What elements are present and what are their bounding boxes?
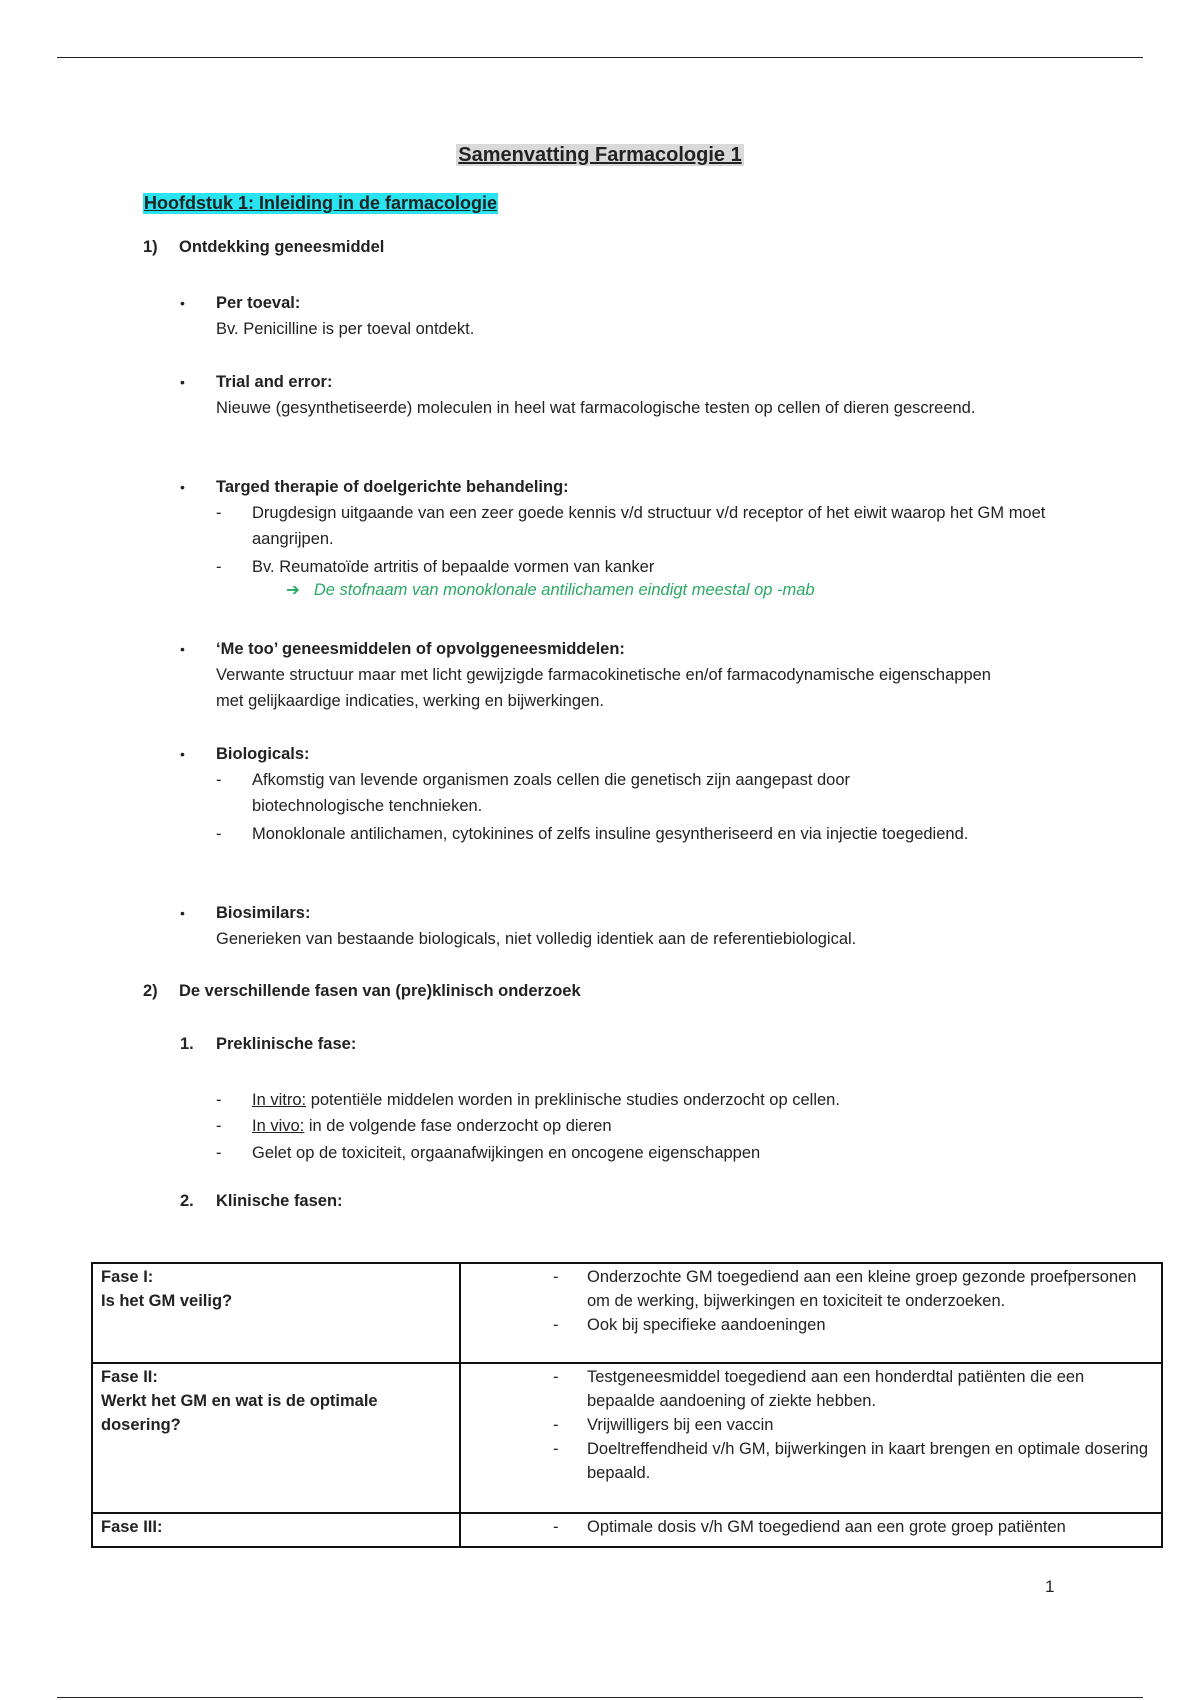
section-number: 2) — [143, 982, 158, 1000]
section-heading-2 — [143, 982, 581, 1001]
dash-icon: - — [553, 1518, 559, 1536]
table-row — [92, 1363, 1162, 1513]
list-item-text: Afkomstig van levende organismen zoals cellen die genetisch zijn aangepast door biotechnologische tenchnieken. — [252, 771, 851, 815]
list-item-text: in de volgende fase onderzocht op dieren — [304, 1117, 612, 1135]
phase-question: Is het GM veilig? — [101, 1292, 233, 1310]
subsection-number: 1. — [180, 1035, 194, 1053]
dash-icon: - — [216, 825, 222, 843]
list-item — [469, 1515, 1153, 1539]
phase-description-cell — [460, 1363, 1162, 1513]
section-number: 1) — [143, 238, 158, 256]
bullet-heading: ‘Me too’ geneesmiddelen of opvolggeneesmiddelen: — [216, 640, 625, 658]
dash-icon: - — [553, 1416, 559, 1434]
header-rule — [57, 57, 1143, 58]
section-title: Ontdekking geneesmiddel — [179, 238, 385, 256]
list-item-text: Ook bij specifieke aandoeningen — [587, 1316, 826, 1334]
list-item — [469, 1313, 1153, 1337]
bullet-icon: • — [180, 295, 185, 311]
dash-icon: - — [216, 1117, 222, 1135]
list-item-text: Bv. Reumatoïde artritis of bepaalde vormen van kanker — [252, 558, 655, 576]
term-label: In vivo: — [252, 1117, 305, 1135]
term-label: In vitro: — [252, 1091, 307, 1109]
bullet-icon: • — [180, 479, 185, 495]
bullet-icon: • — [180, 905, 185, 921]
section-title: De verschillende fasen van (pre)klinisch onderzoek — [179, 982, 581, 1000]
bullet-text: Generieken van bestaande biologicals, niet volledig identiek aan de referentiebiological. — [216, 930, 857, 948]
list-item-text: Testgeneesmiddel toegediend aan een honderdtal patiënten die een bepaalde aandoening of ziekte hebben. — [587, 1368, 1085, 1410]
list-item — [469, 1365, 1153, 1413]
bullet-heading: Biologicals: — [216, 745, 310, 763]
dash-icon: - — [216, 558, 222, 576]
subsection-preklinische-fase — [180, 1035, 356, 1054]
arrow-right-icon: ➔ — [286, 581, 300, 599]
chapter-heading: Hoofdstuk 1: Inleiding in de farmacologie — [144, 193, 498, 213]
subsection-number: 2. — [180, 1192, 194, 1210]
list-item-text: Gelet op de toxiciteit, orgaanafwijkingen en oncogene eigenschappen — [252, 1144, 761, 1162]
phase-label: Fase II: — [101, 1368, 158, 1386]
phase-label: Fase III: — [101, 1518, 163, 1536]
bullet-text: Bv. Penicilline is per toeval ontdekt. — [216, 320, 475, 338]
list-item-text: Drugdesign uitgaande van een zeer goede kennis v/d structuur v/d receptor of het eiwit waarop het GM moet aangrijpen. — [252, 504, 1046, 548]
list-item — [469, 1413, 1153, 1437]
dash-icon: - — [553, 1440, 559, 1458]
dash-icon: - — [216, 1091, 222, 1109]
phase-cell — [92, 1513, 460, 1547]
document-title: Samenvatting Farmacologie 1 — [458, 144, 742, 166]
subsection-title: Klinische fasen: — [216, 1192, 343, 1210]
dash-icon: - — [216, 504, 222, 522]
arrow-note — [286, 580, 815, 600]
section-heading-1 — [143, 238, 384, 257]
list-item — [469, 1437, 1153, 1485]
bullet-text: Verwante structuur maar met licht gewijzigde farmacokinetische en/of farmacodynamische eigenschappen met gelijkaardige indicaties, werking en bijwerkingen. — [216, 666, 991, 710]
list-item-text: Monoklonale antilichamen, cytokinines of zelfs insuline gesyntheriseerd en via injectie toegediend. — [252, 825, 969, 843]
bullet-text: Nieuwe (gesynthetiseerde) moleculen in heel wat farmacologische testen op cellen of dieren gescreend. — [216, 399, 976, 417]
phase-cell — [92, 1263, 460, 1363]
bullet-heading: Trial and error: — [216, 373, 333, 391]
bullet-heading: Targed therapie of doelgerichte behandeling: — [216, 478, 569, 496]
dash-icon: - — [553, 1268, 559, 1286]
list-item-text: Vrijwilligers bij een vaccin — [587, 1416, 774, 1434]
list-item — [469, 1265, 1153, 1313]
dash-icon: - — [216, 1144, 222, 1162]
subsection-title: Preklinische fase: — [216, 1035, 357, 1053]
dash-icon: - — [553, 1316, 559, 1334]
title-wrap — [0, 144, 1200, 167]
list-item-text: Onderzochte GM toegediend aan een kleine groep gezonde proefpersonen om de werking, bijwerkingen en toxiciteit te onderzoeken. — [587, 1268, 1137, 1310]
bullet-heading: Biosimilars: — [216, 904, 311, 922]
dash-icon: - — [216, 771, 222, 789]
bullet-icon: • — [180, 641, 185, 657]
arrow-note-text: De stofnaam van monoklonale antilichamen eindigt meestal op -mab — [313, 581, 815, 599]
phase-cell — [92, 1363, 460, 1513]
list-item-text: Doeltreffendheid v/h GM, bijwerkingen in kaart brengen en optimale dosering bepaald. — [587, 1440, 1149, 1482]
phase-description-cell — [460, 1513, 1162, 1547]
footer-rule — [57, 1697, 1143, 1698]
phase-label: Fase I: — [101, 1268, 154, 1286]
list-item-text: Optimale dosis v/h GM toegediend aan een grote groep patiënten — [587, 1518, 1066, 1536]
phases-table — [91, 1262, 1163, 1548]
bullet-icon: • — [180, 746, 185, 762]
bullet-icon: • — [180, 374, 185, 390]
phase-description-cell — [460, 1263, 1162, 1363]
phase-question: Werkt het GM en wat is de optimale dosering? — [101, 1392, 378, 1434]
subsection-klinische-fasen — [180, 1192, 343, 1211]
table-row — [92, 1513, 1162, 1547]
list-item-text: potentiële middelen worden in preklinische studies onderzocht op cellen. — [306, 1091, 840, 1109]
table-row — [92, 1263, 1162, 1363]
dash-icon: - — [553, 1368, 559, 1386]
page-number: 1 — [1045, 1577, 1055, 1596]
bullet-heading: Per toeval: — [216, 294, 301, 312]
